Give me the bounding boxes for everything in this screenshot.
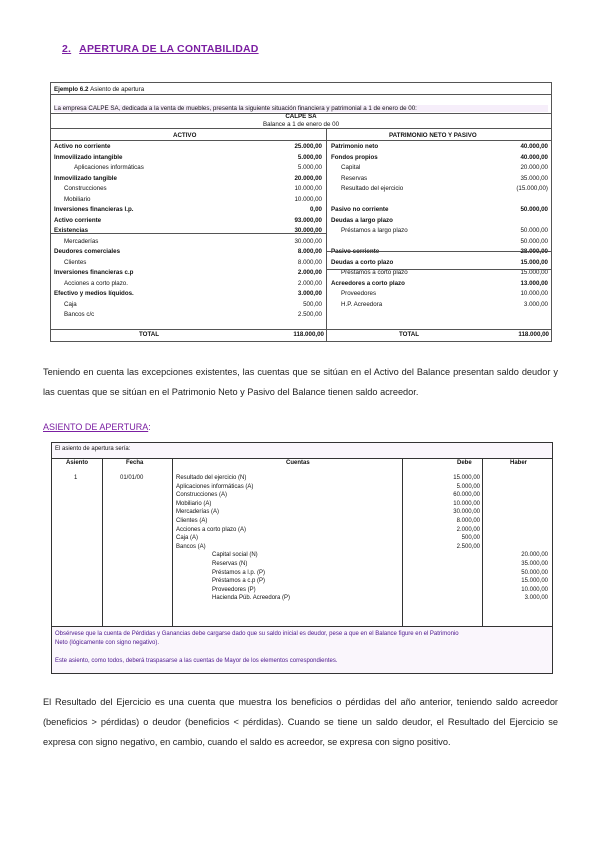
example-description: La empresa CALPE SA, dedicada a la venta de muebles, presenta la siguiente situación financiera y patrimonial a 1 de enero de 00:	[54, 105, 548, 112]
activo-label: Clientes	[64, 258, 87, 266]
activo-value: 10.000,00	[294, 185, 322, 192]
asiento-number: 1	[74, 475, 78, 481]
asiento-note-2: Este asiento, como todos, deberá traspasarse a las cuentas de Mayor de los elementos correspondientes.	[55, 658, 338, 664]
pasivo-label: Pasivo no corriente	[331, 206, 389, 213]
section-title: APERTURA DE LA CONTABILIDAD	[79, 43, 259, 55]
pasivo-row	[331, 163, 548, 172]
activo-value: 2.000,00	[297, 279, 322, 287]
debit-account: Acciones a corto plazo (A)	[176, 526, 247, 533]
pasivo-value: 15.000,00	[520, 258, 548, 266]
credit-amount: 35.000,00	[521, 561, 548, 567]
activo-value: 2.000,00	[297, 269, 322, 276]
pasivo-value: (15.000,00)	[516, 185, 548, 192]
credit-amount: 20.000,00	[521, 552, 548, 559]
pasivo-value: 50.000,00	[520, 206, 548, 213]
balance-box	[50, 82, 552, 342]
total-activo-row: TOTAL 118.000,00	[139, 331, 324, 338]
activo-value: 2.500,00	[297, 311, 322, 318]
activo-row	[54, 205, 322, 214]
asiento-box	[51, 442, 553, 674]
pasivo-label: H.P. Acreedora	[341, 300, 383, 308]
pasivo-label: Fondos propios	[331, 153, 378, 161]
total-activo: 118.000,00	[293, 331, 324, 338]
pasivo-row	[331, 237, 548, 246]
pasivo-label: Deudas a corto plazo	[331, 258, 394, 266]
asiento-body	[52, 469, 552, 627]
pasivo-row	[331, 216, 548, 225]
activo-value: 5.000,00	[297, 164, 322, 171]
pasivo-row	[331, 142, 548, 151]
debit-amount: 5.000,00	[456, 483, 480, 490]
pasivo-value: 40.000,00	[520, 143, 548, 150]
activo-label: Bancos c/c	[64, 311, 95, 318]
pasivo-row	[331, 279, 548, 288]
debit-amount: 8.000,00	[456, 518, 480, 524]
activo-row	[54, 142, 322, 151]
activo-value: 10.000,00	[294, 195, 322, 203]
credit-account: Hacienda Púb. Acreedora (P)	[212, 595, 291, 602]
section-heading	[62, 43, 259, 55]
debit-amount: 2.500,00	[456, 543, 480, 550]
pasivo-value: 13.000,00	[520, 279, 548, 287]
debit-account: Clientes (A)	[176, 518, 208, 524]
pasivo-value: 35.000,00	[520, 174, 548, 182]
pasivo-label: Reservas	[341, 174, 368, 182]
activo-value: 8.000,00	[297, 258, 322, 266]
pasivo-label: Préstamos a corto plazo	[341, 269, 408, 276]
debit-account: Bancos (A)	[176, 543, 206, 550]
activo-value: 93.000,00	[294, 216, 322, 224]
activo-label: Inversiones financieras c.p	[54, 269, 134, 276]
asiento-note-1: Obsérvese que la cuenta de Pérdidas y Ganancias debe cargarse dado que su saldo inicial es deudor, pese a que en el Balance figure en el Patrimonio	[55, 631, 459, 637]
paragraph-saldos: Teniendo en cuenta las excepciones existentes, las cuentas que se sitúan en el Activo del Balance presentan saldo deudor y las cuentas que se sitúan en el Patrimonio Neto y Pasivo del Balance tienen saldo acreedor.	[43, 367, 558, 397]
activo-row	[54, 289, 322, 298]
credit-account: Préstamos a l.p. (P)	[212, 569, 266, 576]
debit-amount: 500,00	[461, 535, 480, 542]
pasivo-row	[331, 174, 548, 183]
total-pasivo: 118.000,00	[518, 331, 549, 338]
activo-label: Activo no corriente	[54, 143, 111, 150]
activo-row	[54, 216, 322, 225]
pasivo-row	[331, 258, 548, 267]
debit-account: Mobiliario (A)	[176, 500, 212, 507]
activo-row	[54, 153, 322, 162]
col-cuentas: Cuentas	[286, 460, 310, 466]
activo-label: Mobiliario	[64, 195, 91, 203]
activo-label: Aplicaciones informáticas	[74, 164, 144, 171]
pasivo-value: 15.000,00	[520, 269, 548, 276]
example-title: Ejemplo 6.2 Asiento de apertura	[54, 86, 145, 93]
activo-label: Activo corriente	[54, 216, 102, 224]
col-fecha: Fecha	[126, 460, 144, 466]
pasivo-value: 10.000,00	[520, 290, 548, 297]
activo-row	[54, 184, 322, 193]
activo-value: 3.000,00	[297, 290, 322, 297]
col-debe: Debe	[457, 460, 472, 466]
debit-account: Construcciones (A)	[176, 492, 228, 499]
activo-value: 25.000,00	[294, 143, 322, 150]
pasivo-value: 28.000,00	[520, 248, 548, 255]
pasivo-label: Proveedores	[341, 290, 377, 297]
balance-date: Balance a 1 de enero de 00	[262, 121, 340, 128]
credit-amount: 3.000,00	[524, 595, 548, 602]
col-haber: Haber	[510, 460, 528, 466]
debit-amount: 2.000,00	[456, 526, 480, 533]
activo-value: 30.000,00	[294, 237, 322, 245]
activo-label: Deudores comerciales	[54, 248, 121, 255]
activo-header: ACTIVO	[173, 132, 197, 139]
asiento-note-1b: Neto (lógicamente con signo negativo).	[55, 640, 160, 646]
asiento-intro: El asiento de apertura sería:	[55, 446, 131, 452]
activo-row	[54, 310, 322, 319]
pasivo-label: Deudas a largo plazo	[331, 216, 393, 224]
company-name: CALPE SA	[285, 113, 317, 120]
pasivo-label: Patrimonio neto	[331, 143, 379, 150]
credit-account: Préstamos a c.p (P)	[212, 578, 266, 585]
section-number: 2.	[62, 43, 72, 55]
activo-row	[54, 195, 322, 204]
pasivo-value: 3.000,00	[523, 300, 548, 308]
activo-value: 0,00	[309, 206, 322, 213]
credit-amount: 50.000,00	[521, 569, 548, 576]
pasivo-header: PATRIMONIO NETO Y PASIVO	[389, 132, 477, 139]
pasivo-row	[331, 195, 548, 204]
pasivo-label: Préstamos a largo plazo	[341, 227, 408, 234]
pasivo-row	[331, 184, 548, 193]
pasivo-row	[331, 300, 548, 309]
activo-label: Construcciones	[64, 185, 107, 192]
activo-label: Inmovilizado tangible	[54, 174, 117, 182]
activo-row	[54, 300, 322, 309]
credit-amount: 15.000,00	[521, 578, 548, 585]
pasivo-row	[331, 153, 548, 162]
activo-value: 8.000,00	[297, 248, 322, 255]
credit-amount: 10.000,00	[521, 586, 548, 593]
activo-label: Acciones a corto plazo.	[64, 279, 128, 287]
debit-account: Aplicaciones informáticas (A)	[176, 483, 254, 490]
asiento-title: ASIENTO DE APERTURA:	[43, 422, 151, 432]
asiento-date: 01/01/00	[120, 475, 144, 481]
activo-row	[54, 174, 322, 183]
debit-amount: 30.000,00	[453, 509, 480, 516]
pasivo-row	[331, 205, 548, 214]
pasivo-value: 50.000,00	[520, 237, 548, 245]
activo-label: Caja	[64, 300, 77, 308]
pasivo-label: Resultado del ejercicio	[341, 185, 404, 192]
activo-value: 30.000,00	[294, 227, 322, 234]
activo-row	[54, 258, 322, 267]
activo-label: Existencias	[54, 227, 89, 234]
activo-row	[54, 268, 322, 277]
pasivo-value: 40.000,00	[520, 153, 548, 161]
pasivo-row	[331, 289, 548, 298]
paragraph-resultado: El Resultado del Ejercicio es una cuenta que muestra los beneficios o pérdidas del año anterior, teniendo saldo acreedor (beneficios > pérdidas) o deudor (beneficios < pérdidas). Cuando se tiene un saldo deudor, el Resultado del Ejercicio se expresa con signo negativo, en cambio, cuando el saldo es acreedor, se expresa con signo positivo.	[43, 697, 558, 747]
activo-label: Efectivo y medios líquidos.	[54, 290, 134, 297]
activo-label: Mercaderías	[64, 237, 99, 245]
pasivo-label: Acreedores a corto plazo	[331, 279, 405, 287]
pasivo-value: 50.000,00	[520, 227, 548, 234]
activo-row	[54, 237, 322, 246]
total-pasivo-row: TOTAL 118.000,00	[399, 331, 549, 338]
activo-value: 5.000,00	[297, 153, 322, 161]
col-asiento: Asiento	[66, 460, 89, 466]
activo-label: Inversiones financieras l.p.	[54, 206, 134, 213]
debit-amount: 60.000,00	[453, 492, 480, 499]
debit-account: Caja (A)	[176, 535, 199, 542]
credit-account: Proveedores (P)	[212, 586, 256, 593]
debit-account: Resultado del ejercicio (N)	[176, 475, 247, 481]
pasivo-value: 20.000,00	[520, 164, 548, 171]
activo-value: 500,00	[303, 300, 322, 308]
credit-account: Reservas (N)	[212, 561, 248, 567]
activo-label: Inmovilizado intangible	[54, 153, 123, 161]
pasivo-label: Capital	[341, 164, 361, 171]
pasivo-row	[331, 226, 548, 235]
activo-value: 20.000,00	[294, 174, 322, 182]
activo-row	[54, 247, 322, 256]
activo-row	[54, 163, 322, 172]
debit-amount: 15.000,00	[453, 475, 480, 481]
debit-account: Mercaderías (A)	[176, 509, 220, 516]
credit-account: Capital social (N)	[212, 552, 258, 559]
pasivo-label: Pasivo corriente	[331, 248, 380, 255]
activo-row	[54, 279, 322, 288]
debit-amount: 10.000,00	[453, 500, 480, 507]
